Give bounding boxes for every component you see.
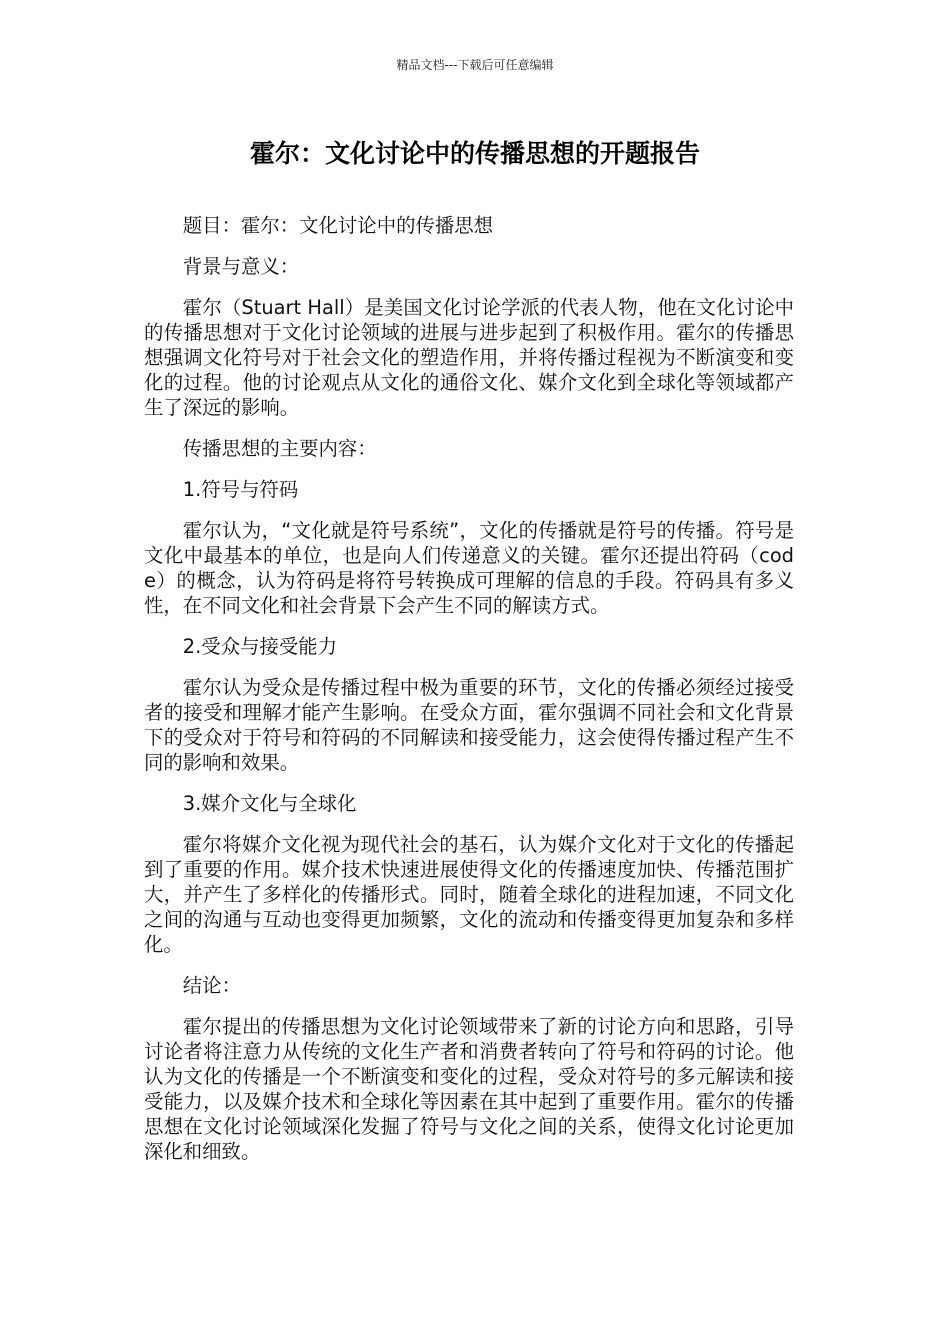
subheading-media-globalization: 3.媒介文化与全球化 — [182, 792, 357, 815]
section-heading-conclusion: 结论： — [182, 974, 241, 997]
section-heading-background: 背景与意义： — [182, 255, 300, 278]
subheading-symbols-codes: 1.符号与符码 — [182, 478, 299, 501]
topic-line: 题目：霍尔：文化讨论中的传播思想 — [182, 214, 494, 237]
paragraph-audience: 霍尔认为受众是传播过程中极为重要的环节，文化的传播必须经过接受者的接受和理解才能产生影响。在受众方面，霍尔强调不同社会和文化背景下的受众对于符号和符码的不同解读和接受能力，这会使得传播过程产生不同的影响和效果。 — [144, 676, 794, 774]
paragraph-conclusion: 霍尔提出的传播思想为文化讨论领域带来了新的讨论方向和思路，引导讨论者将注意力从传统的文化生产者和消费者转向了符号和符码的讨论。他认为文化的传播是一个不断演变和变化的过程，受众对符号的多元解读和接受能力，以及媒介技术和全球化等因素在其中起到了重要作用。霍尔的传播思想在文化讨论领域深化发掘了符号与文化之间的关系，使得文化讨论更加深化和细致。 — [144, 1015, 794, 1163]
document-body — [144, 213, 794, 1180]
section-heading-main-content: 传播思想的主要内容： — [182, 437, 377, 460]
document-title: 霍尔：文化讨论中的传播思想的开题报告 — [249, 139, 700, 168]
paragraph-media-globalization: 霍尔将媒介文化视为现代社会的基石，认为媒介文化对于文化的传播起到了重要的作用。媒介技术快速进展使得文化的传播速度加快、传播范围扩大，并产生了多样化的传播形式。同时，随着全球化的进程加速，不同文化之间的沟通与互动也变得更加频繁，文化的流动和传播变得更加复杂和多样化。 — [144, 833, 794, 956]
page-header-note: 精品文档---下载后可任意编辑 — [396, 58, 554, 72]
paragraph-background: 霍尔（Stuart Hall）是美国文化讨论学派的代表人物，他在文化讨论中的传播思想对于文化讨论领域的进展与进步起到了积极作用。霍尔的传播思想强调文化符号对于社会文化的塑造作用，并将传播过程视为不断演变和变化的过程。他的讨论观点从文化的通俗文化、媒介文化到全球化等领域都产生了深远的影响。 — [144, 296, 794, 419]
subheading-audience: 2.受众与接受能力 — [182, 635, 338, 658]
paragraph-symbols-codes: 霍尔认为，“文化就是符号系统”，文化的传播就是符号的传播。符号是文化中最基本的单位，也是向人们传递意义的关键。霍尔还提出符码（code）的概念，认为符码是将符号转换成可理解的信息的手段。符码具有多义性，在不同文化和社会背景下会产生不同的解读方式。 — [144, 519, 794, 617]
